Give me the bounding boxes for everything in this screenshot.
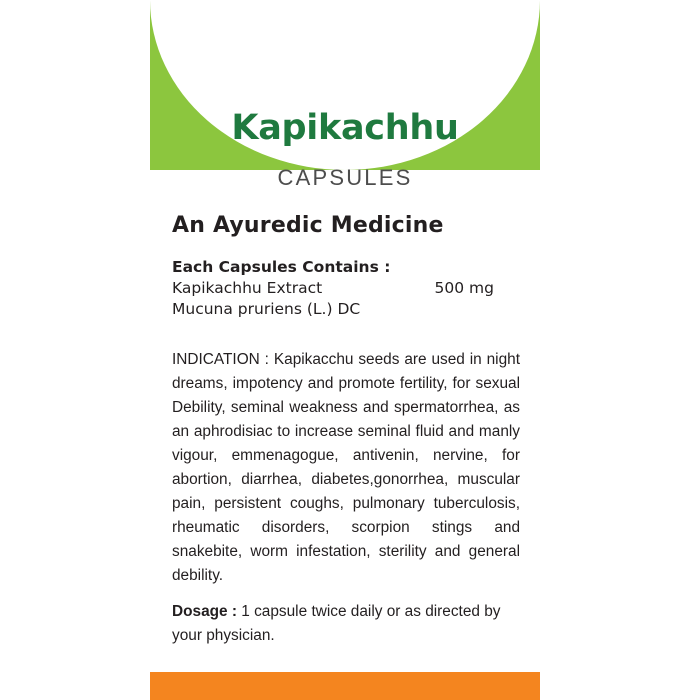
dosage-label: Dosage : <box>172 603 242 620</box>
brand-name: Kapikachhu <box>231 108 459 148</box>
indication-paragraph <box>172 348 520 588</box>
indication-lead: INDICATION : <box>172 351 274 368</box>
dosage-paragraph <box>172 600 520 648</box>
ingredient-amount: 500 mg <box>434 279 494 297</box>
brand-subtitle: CAPSULES <box>277 165 413 190</box>
contains-row <box>172 278 512 299</box>
ingredient-latin-name: Mucuna pruriens (L.) DC <box>172 300 361 318</box>
orange-bottom-band <box>150 672 540 700</box>
ingredient-name: Kapikachhu Extract <box>172 279 323 297</box>
label-content <box>150 0 540 672</box>
tagline: An Ayuredic Medicine <box>172 213 444 238</box>
contains-block <box>172 257 522 320</box>
contains-title: Each Capsules Contains : <box>172 258 391 276</box>
indication-text: Kapikacchu seeds are used in night dreams, impotency and promote fertility, for sexual Debility, seminal weakness and spermatorrhea, as an aphrodisiac to increase seminal fluid and manly vigour, emmenagogue, antivenin, nervine, for abortion, diarrhea, diabetes,gonorrhea, muscular pain, persistent coughs, pulmonary tuberculosis, rheumatic disorders, scorpion stings and snakebite, worm infestation, sterility and general debility. <box>172 351 520 584</box>
dosage-text: 1 capsule twice daily or as directed by your physician. <box>172 603 501 644</box>
